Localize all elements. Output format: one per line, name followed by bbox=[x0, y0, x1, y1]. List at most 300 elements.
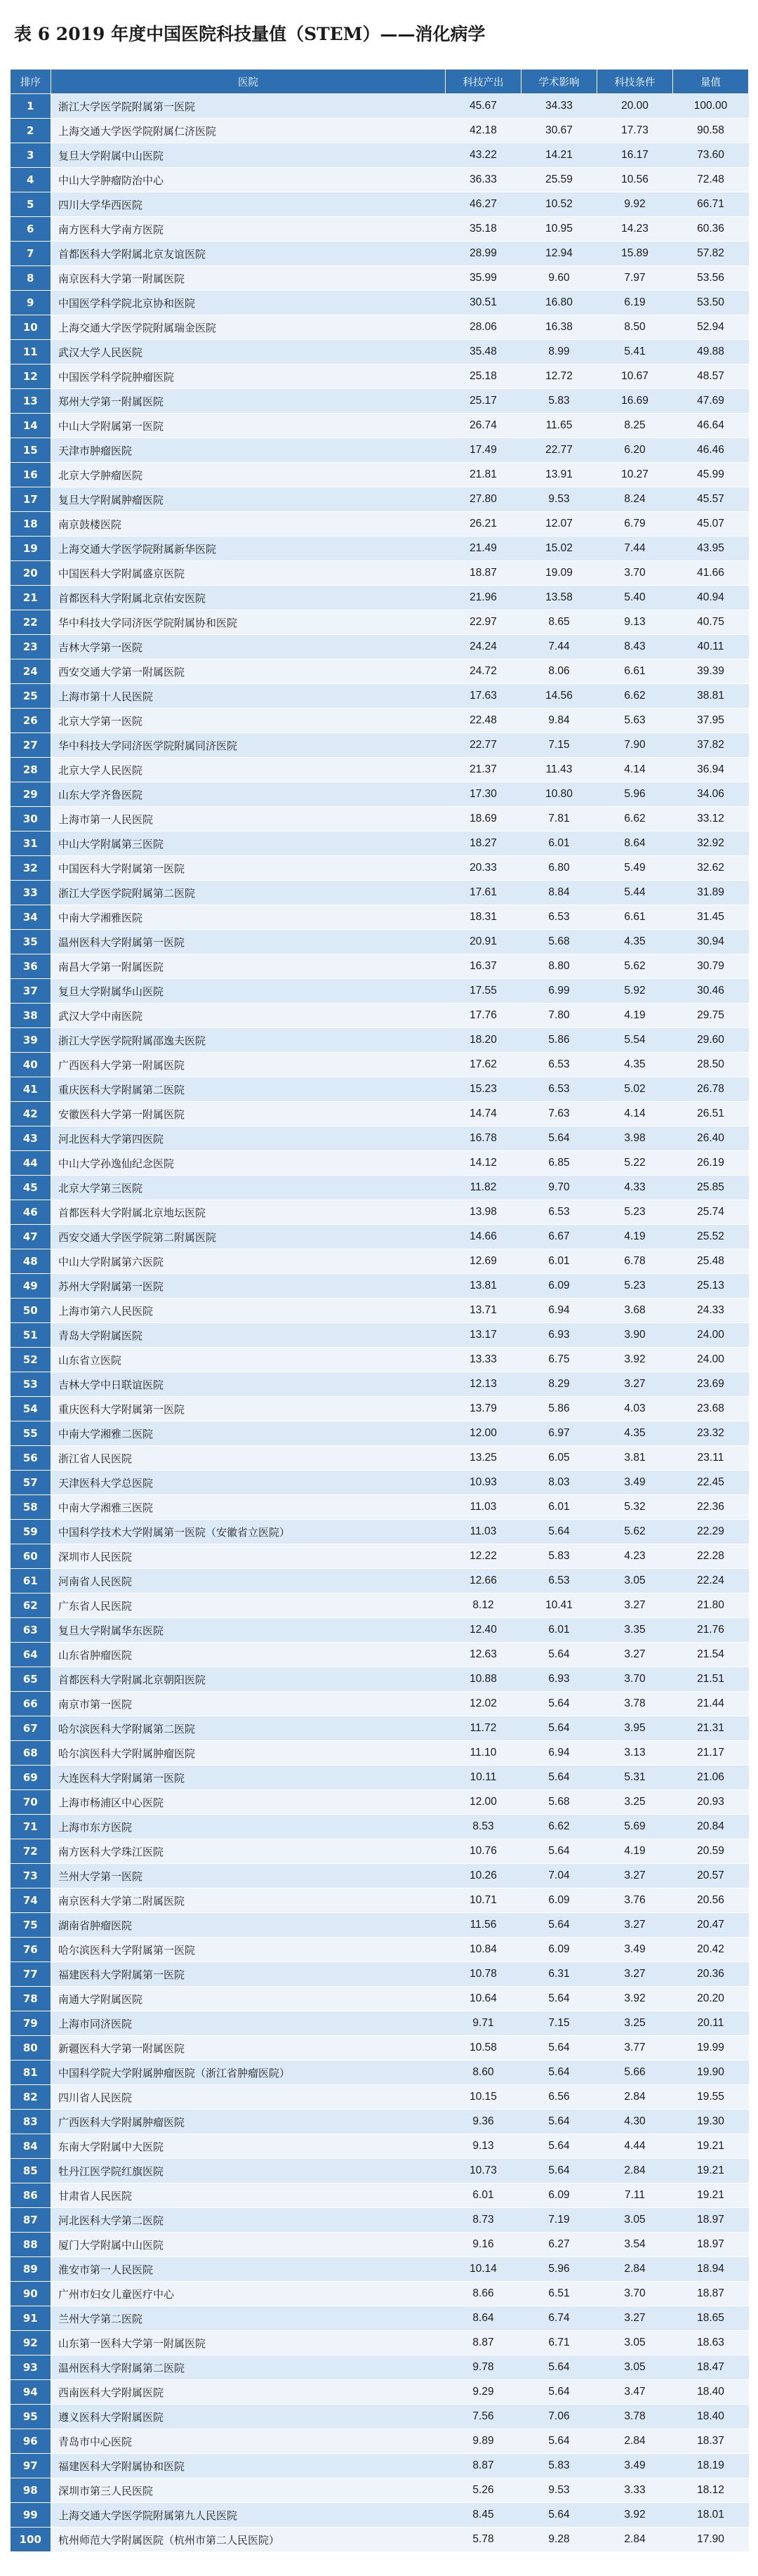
rank-cell: 52 bbox=[11, 1348, 51, 1372]
output-cell: 10.26 bbox=[446, 1864, 521, 1888]
rank-cell: 15 bbox=[11, 438, 51, 463]
table-row bbox=[11, 1667, 749, 1692]
academic-cell: 12.94 bbox=[521, 242, 597, 266]
output-cell: 13.81 bbox=[446, 1274, 521, 1299]
output-cell: 12.02 bbox=[446, 1692, 521, 1716]
rank-cell: 92 bbox=[11, 2331, 51, 2355]
academic-cell: 14.21 bbox=[521, 143, 597, 168]
conditions-cell: 4.35 bbox=[597, 1053, 673, 1077]
academic-cell: 5.64 bbox=[521, 1716, 597, 1741]
rank-cell: 64 bbox=[11, 1643, 51, 1667]
academic-cell: 7.80 bbox=[521, 1004, 597, 1028]
hospital-name-cell: 河南省人民医院 bbox=[51, 1569, 446, 1593]
table-row bbox=[11, 463, 749, 487]
rank-cell: 63 bbox=[11, 1618, 51, 1643]
output-cell: 14.66 bbox=[446, 1225, 521, 1249]
table-row bbox=[11, 709, 749, 733]
academic-cell: 9.60 bbox=[521, 266, 597, 291]
output-cell: 10.93 bbox=[446, 1471, 521, 1495]
output-cell: 26.21 bbox=[446, 512, 521, 537]
conditions-cell: 3.27 bbox=[597, 2306, 673, 2331]
conditions-cell: 9.13 bbox=[597, 610, 673, 635]
total-cell: 24.00 bbox=[673, 1323, 749, 1348]
conditions-cell: 7.44 bbox=[597, 537, 673, 561]
output-cell: 12.40 bbox=[446, 1618, 521, 1643]
academic-cell: 10.80 bbox=[521, 782, 597, 807]
table-row bbox=[11, 1962, 749, 1987]
table-row bbox=[11, 1790, 749, 1815]
conditions-cell: 3.25 bbox=[597, 2011, 673, 2036]
hospital-name-cell: 青岛市中心医院 bbox=[51, 2429, 446, 2454]
hospital-name-cell: 复旦大学附属华东医院 bbox=[51, 1618, 446, 1643]
rank-cell: 30 bbox=[11, 807, 51, 832]
hospital-name-cell: 哈尔滨医科大学附属第一医院 bbox=[51, 1938, 446, 1962]
total-cell: 39.39 bbox=[673, 659, 749, 684]
hospital-name-cell: 哈尔滨医科大学附属第二医院 bbox=[51, 1716, 446, 1741]
rank-cell: 20 bbox=[11, 561, 51, 586]
conditions-cell: 4.19 bbox=[597, 1839, 673, 1864]
academic-cell: 16.38 bbox=[521, 315, 597, 340]
hospital-name-cell: 华中科技大学同济医学院附属同济医院 bbox=[51, 733, 446, 758]
academic-cell: 6.75 bbox=[521, 1348, 597, 1372]
academic-cell: 5.86 bbox=[521, 1028, 597, 1053]
academic-cell: 34.33 bbox=[521, 94, 597, 119]
table-row bbox=[11, 2405, 749, 2429]
table-row bbox=[11, 2503, 749, 2528]
conditions-cell: 5.32 bbox=[597, 1495, 673, 1520]
total-cell: 26.19 bbox=[673, 1151, 749, 1176]
academic-cell: 5.64 bbox=[521, 1839, 597, 1864]
output-cell: 28.06 bbox=[446, 315, 521, 340]
table-row bbox=[11, 1569, 749, 1593]
rank-cell: 11 bbox=[11, 340, 51, 364]
table-row bbox=[11, 1077, 749, 1102]
rank-cell: 81 bbox=[11, 2061, 51, 2085]
rank-cell: 34 bbox=[11, 905, 51, 930]
hospital-name-cell: 西南医科大学附属医院 bbox=[51, 2380, 446, 2405]
table-row bbox=[11, 2110, 749, 2134]
total-cell: 46.64 bbox=[673, 414, 749, 438]
output-cell: 16.37 bbox=[446, 954, 521, 979]
output-cell: 17.62 bbox=[446, 1053, 521, 1077]
total-cell: 34.06 bbox=[673, 782, 749, 807]
table-row bbox=[11, 1299, 749, 1323]
rank-cell: 93 bbox=[11, 2355, 51, 2380]
rank-cell: 45 bbox=[11, 1176, 51, 1200]
rank-cell: 69 bbox=[11, 1766, 51, 1790]
conditions-cell: 3.81 bbox=[597, 1446, 673, 1471]
hospital-name-cell: 上海交通大学医学院附属第九人民医院 bbox=[51, 2503, 446, 2528]
conditions-cell: 20.00 bbox=[597, 94, 673, 119]
rank-cell: 72 bbox=[11, 1839, 51, 1864]
conditions-cell: 4.14 bbox=[597, 1102, 673, 1126]
academic-cell: 6.01 bbox=[521, 1249, 597, 1274]
output-cell: 11.72 bbox=[446, 1716, 521, 1741]
output-cell: 43.22 bbox=[446, 143, 521, 168]
hospital-name-cell: 上海市东方医院 bbox=[51, 1815, 446, 1839]
total-cell: 29.60 bbox=[673, 1028, 749, 1053]
total-cell: 23.11 bbox=[673, 1446, 749, 1471]
hospital-name-cell: 河北医科大学第二医院 bbox=[51, 2208, 446, 2233]
total-cell: 20.47 bbox=[673, 1913, 749, 1938]
hospital-name-cell: 中南大学湘雅三医院 bbox=[51, 1495, 446, 1520]
hospital-name-cell: 厦门大学附属中山医院 bbox=[51, 2233, 446, 2257]
academic-cell: 5.83 bbox=[521, 389, 597, 414]
output-cell: 11.56 bbox=[446, 1913, 521, 1938]
rank-cell: 24 bbox=[11, 659, 51, 684]
academic-cell: 6.53 bbox=[521, 1077, 597, 1102]
conditions-cell: 4.19 bbox=[597, 1004, 673, 1028]
total-cell: 43.95 bbox=[673, 537, 749, 561]
table-row bbox=[11, 487, 749, 512]
academic-cell: 16.80 bbox=[521, 291, 597, 315]
output-cell: 22.97 bbox=[446, 610, 521, 635]
output-cell: 7.56 bbox=[446, 2405, 521, 2429]
total-cell: 20.93 bbox=[673, 1790, 749, 1815]
output-cell: 5.78 bbox=[446, 2528, 521, 2552]
academic-cell: 8.03 bbox=[521, 1471, 597, 1495]
output-cell: 25.17 bbox=[446, 389, 521, 414]
output-cell: 12.00 bbox=[446, 1421, 521, 1446]
total-cell: 21.17 bbox=[673, 1741, 749, 1766]
conditions-cell: 3.13 bbox=[597, 1741, 673, 1766]
academic-cell: 5.64 bbox=[521, 2355, 597, 2380]
rank-cell: 51 bbox=[11, 1323, 51, 1348]
table-row bbox=[11, 930, 749, 954]
academic-cell: 7.04 bbox=[521, 1864, 597, 1888]
hospital-name-cell: 中山大学附属第六医院 bbox=[51, 1249, 446, 1274]
academic-cell: 12.07 bbox=[521, 512, 597, 537]
table-row bbox=[11, 364, 749, 389]
total-cell: 36.94 bbox=[673, 758, 749, 782]
output-cell: 8.87 bbox=[446, 2331, 521, 2355]
total-cell: 48.57 bbox=[673, 364, 749, 389]
conditions-cell: 3.05 bbox=[597, 1569, 673, 1593]
hospital-name-cell: 南京医科大学第一附属医院 bbox=[51, 266, 446, 291]
output-cell: 10.88 bbox=[446, 1667, 521, 1692]
academic-cell: 8.06 bbox=[521, 659, 597, 684]
output-cell: 21.81 bbox=[446, 463, 521, 487]
output-cell: 24.72 bbox=[446, 659, 521, 684]
rank-cell: 74 bbox=[11, 1888, 51, 1913]
output-cell: 6.01 bbox=[446, 2183, 521, 2208]
total-cell: 21.80 bbox=[673, 1593, 749, 1618]
rank-cell: 1 bbox=[11, 94, 51, 119]
table-row bbox=[11, 414, 749, 438]
rank-cell: 87 bbox=[11, 2208, 51, 2233]
table-row bbox=[11, 1053, 749, 1077]
output-cell: 20.91 bbox=[446, 930, 521, 954]
conditions-cell: 3.05 bbox=[597, 2355, 673, 2380]
header-academic: 学术影响 bbox=[521, 70, 597, 94]
total-cell: 17.90 bbox=[673, 2528, 749, 2552]
output-cell: 20.33 bbox=[446, 856, 521, 881]
conditions-cell: 3.27 bbox=[597, 1643, 673, 1667]
table-row bbox=[11, 1987, 749, 2011]
hospital-name-cell: 甘肃省人民医院 bbox=[51, 2183, 446, 2208]
table-row bbox=[11, 2282, 749, 2306]
academic-cell: 12.72 bbox=[521, 364, 597, 389]
conditions-cell: 3.25 bbox=[597, 1790, 673, 1815]
total-cell: 66.71 bbox=[673, 192, 749, 217]
conditions-cell: 3.35 bbox=[597, 1618, 673, 1643]
table-row bbox=[11, 389, 749, 414]
total-cell: 52.94 bbox=[673, 315, 749, 340]
output-cell: 10.11 bbox=[446, 1766, 521, 1790]
output-cell: 12.69 bbox=[446, 1249, 521, 1274]
table-row bbox=[11, 1102, 749, 1126]
table-row bbox=[11, 1618, 749, 1643]
academic-cell: 6.85 bbox=[521, 1151, 597, 1176]
conditions-cell: 3.33 bbox=[597, 2478, 673, 2503]
conditions-cell: 5.02 bbox=[597, 1077, 673, 1102]
hospital-name-cell: 深圳市第三人民医院 bbox=[51, 2478, 446, 2503]
output-cell: 13.71 bbox=[446, 1299, 521, 1323]
rank-cell: 96 bbox=[11, 2429, 51, 2454]
table-row bbox=[11, 1766, 749, 1790]
total-cell: 19.21 bbox=[673, 2134, 749, 2159]
output-cell: 12.22 bbox=[446, 1544, 521, 1569]
conditions-cell: 3.70 bbox=[597, 2282, 673, 2306]
table-row bbox=[11, 2454, 749, 2478]
academic-cell: 11.43 bbox=[521, 758, 597, 782]
academic-cell: 9.70 bbox=[521, 1176, 597, 1200]
academic-cell: 6.53 bbox=[521, 1200, 597, 1225]
conditions-cell: 2.84 bbox=[597, 2085, 673, 2110]
table-row bbox=[11, 1741, 749, 1766]
hospital-name-cell: 山东省肿瘤医院 bbox=[51, 1643, 446, 1667]
hospital-name-cell: 天津市肿瘤医院 bbox=[51, 438, 446, 463]
hospital-name-cell: 复旦大学附属华山医院 bbox=[51, 979, 446, 1004]
total-cell: 18.97 bbox=[673, 2208, 749, 2233]
output-cell: 22.48 bbox=[446, 709, 521, 733]
academic-cell: 5.64 bbox=[521, 2134, 597, 2159]
total-cell: 26.51 bbox=[673, 1102, 749, 1126]
academic-cell: 13.58 bbox=[521, 586, 597, 610]
conditions-cell: 5.40 bbox=[597, 586, 673, 610]
academic-cell: 6.93 bbox=[521, 1323, 597, 1348]
hospital-name-cell: 遵义医科大学附属医院 bbox=[51, 2405, 446, 2429]
output-cell: 10.84 bbox=[446, 1938, 521, 1962]
table-row bbox=[11, 807, 749, 832]
academic-cell: 5.64 bbox=[521, 1913, 597, 1938]
academic-cell: 6.01 bbox=[521, 1495, 597, 1520]
rank-cell: 61 bbox=[11, 1569, 51, 1593]
rank-cell: 54 bbox=[11, 1397, 51, 1421]
conditions-cell: 2.84 bbox=[597, 2257, 673, 2282]
hospital-name-cell: 东南大学附属中大医院 bbox=[51, 2134, 446, 2159]
output-cell: 13.98 bbox=[446, 1200, 521, 1225]
academic-cell: 7.63 bbox=[521, 1102, 597, 1126]
academic-cell: 6.09 bbox=[521, 1938, 597, 1962]
rank-cell: 85 bbox=[11, 2159, 51, 2183]
total-cell: 73.60 bbox=[673, 143, 749, 168]
table-row bbox=[11, 2036, 749, 2061]
total-cell: 53.56 bbox=[673, 266, 749, 291]
hospital-name-cell: 四川大学华西医院 bbox=[51, 192, 446, 217]
hospital-name-cell: 大连医科大学附属第一医院 bbox=[51, 1766, 446, 1790]
academic-cell: 8.29 bbox=[521, 1372, 597, 1397]
table-row bbox=[11, 832, 749, 856]
rank-cell: 38 bbox=[11, 1004, 51, 1028]
rank-cell: 58 bbox=[11, 1495, 51, 1520]
table-row bbox=[11, 340, 749, 364]
output-cell: 13.17 bbox=[446, 1323, 521, 1348]
hospital-name-cell: 温州医科大学附属第二医院 bbox=[51, 2355, 446, 2380]
hospital-name-cell: 浙江省人民医院 bbox=[51, 1446, 446, 1471]
conditions-cell: 14.23 bbox=[597, 217, 673, 242]
table-row bbox=[11, 782, 749, 807]
table-row bbox=[11, 2183, 749, 2208]
output-cell: 9.78 bbox=[446, 2355, 521, 2380]
conditions-cell: 3.27 bbox=[597, 1372, 673, 1397]
table-row bbox=[11, 1151, 749, 1176]
hospital-name-cell: 中山大学附属第一医院 bbox=[51, 414, 446, 438]
academic-cell: 9.53 bbox=[521, 487, 597, 512]
table-row bbox=[11, 561, 749, 586]
output-cell: 18.27 bbox=[446, 832, 521, 856]
rank-cell: 77 bbox=[11, 1962, 51, 1987]
total-cell: 45.07 bbox=[673, 512, 749, 537]
rank-cell: 47 bbox=[11, 1225, 51, 1249]
rank-cell: 99 bbox=[11, 2503, 51, 2528]
output-cell: 18.31 bbox=[446, 905, 521, 930]
conditions-cell: 3.78 bbox=[597, 2405, 673, 2429]
output-cell: 21.37 bbox=[446, 758, 521, 782]
table-row bbox=[11, 954, 749, 979]
academic-cell: 5.96 bbox=[521, 2257, 597, 2282]
total-cell: 37.82 bbox=[673, 733, 749, 758]
academic-cell: 5.64 bbox=[521, 1766, 597, 1790]
rank-cell: 5 bbox=[11, 192, 51, 217]
hospital-name-cell: 广州市妇女儿童医疗中心 bbox=[51, 2282, 446, 2306]
hospital-name-cell: 北京大学肿瘤医院 bbox=[51, 463, 446, 487]
hospital-name-cell: 中国医科大学附属盛京医院 bbox=[51, 561, 446, 586]
output-cell: 8.45 bbox=[446, 2503, 521, 2528]
hospital-name-cell: 武汉大学中南医院 bbox=[51, 1004, 446, 1028]
academic-cell: 6.99 bbox=[521, 979, 597, 1004]
output-cell: 11.03 bbox=[446, 1495, 521, 1520]
academic-cell: 7.81 bbox=[521, 807, 597, 832]
table-row bbox=[11, 291, 749, 315]
conditions-cell: 2.84 bbox=[597, 2429, 673, 2454]
table-row bbox=[11, 94, 749, 119]
table-row bbox=[11, 1323, 749, 1348]
total-cell: 18.65 bbox=[673, 2306, 749, 2331]
output-cell: 17.49 bbox=[446, 438, 521, 463]
rank-cell: 44 bbox=[11, 1151, 51, 1176]
rank-cell: 53 bbox=[11, 1372, 51, 1397]
table-row bbox=[11, 1815, 749, 1839]
rank-cell: 32 bbox=[11, 856, 51, 881]
table-row bbox=[11, 2478, 749, 2503]
hospital-name-cell: 南昌大学第一附属医院 bbox=[51, 954, 446, 979]
output-cell: 27.80 bbox=[446, 487, 521, 512]
rank-cell: 41 bbox=[11, 1077, 51, 1102]
output-cell: 10.58 bbox=[446, 2036, 521, 2061]
output-cell: 28.99 bbox=[446, 242, 521, 266]
rank-cell: 70 bbox=[11, 1790, 51, 1815]
academic-cell: 11.65 bbox=[521, 414, 597, 438]
conditions-cell: 6.62 bbox=[597, 684, 673, 709]
hospital-name-cell: 中南大学湘雅医院 bbox=[51, 905, 446, 930]
total-cell: 19.99 bbox=[673, 2036, 749, 2061]
academic-cell: 22.77 bbox=[521, 438, 597, 463]
total-cell: 18.63 bbox=[673, 2331, 749, 2355]
rank-cell: 76 bbox=[11, 1938, 51, 1962]
academic-cell: 5.64 bbox=[521, 2380, 597, 2405]
conditions-cell: 4.03 bbox=[597, 1397, 673, 1421]
total-cell: 22.45 bbox=[673, 1471, 749, 1495]
table-row bbox=[11, 1864, 749, 1888]
conditions-cell: 3.78 bbox=[597, 1692, 673, 1716]
output-cell: 17.30 bbox=[446, 782, 521, 807]
rank-cell: 29 bbox=[11, 782, 51, 807]
conditions-cell: 2.84 bbox=[597, 2159, 673, 2183]
total-cell: 30.79 bbox=[673, 954, 749, 979]
output-cell: 21.49 bbox=[446, 537, 521, 561]
rank-cell: 27 bbox=[11, 733, 51, 758]
table-row bbox=[11, 2257, 749, 2282]
total-cell: 41.66 bbox=[673, 561, 749, 586]
rank-cell: 19 bbox=[11, 537, 51, 561]
rank-cell: 67 bbox=[11, 1716, 51, 1741]
hospital-name-cell: 中山大学孙逸仙纪念医院 bbox=[51, 1151, 446, 1176]
conditions-cell: 7.97 bbox=[597, 266, 673, 291]
table-row bbox=[11, 1716, 749, 1741]
academic-cell: 6.94 bbox=[521, 1741, 597, 1766]
hospital-name-cell: 中国科学院大学附属肿瘤医院（浙江省肿瘤医院） bbox=[51, 2061, 446, 2085]
output-cell: 30.51 bbox=[446, 291, 521, 315]
conditions-cell: 3.76 bbox=[597, 1888, 673, 1913]
table-row bbox=[11, 1888, 749, 1913]
academic-cell: 5.83 bbox=[521, 1544, 597, 1569]
table-row bbox=[11, 1126, 749, 1151]
total-cell: 18.37 bbox=[673, 2429, 749, 2454]
table-row bbox=[11, 315, 749, 340]
table-row bbox=[11, 1004, 749, 1028]
total-cell: 18.94 bbox=[673, 2257, 749, 2282]
academic-cell: 14.56 bbox=[521, 684, 597, 709]
conditions-cell: 3.05 bbox=[597, 2208, 673, 2233]
total-cell: 30.46 bbox=[673, 979, 749, 1004]
academic-cell: 6.53 bbox=[521, 1569, 597, 1593]
table-row bbox=[11, 1913, 749, 1938]
total-cell: 31.89 bbox=[673, 881, 749, 905]
conditions-cell: 3.98 bbox=[597, 1126, 673, 1151]
table-row bbox=[11, 610, 749, 635]
conditions-cell: 5.49 bbox=[597, 856, 673, 881]
total-cell: 21.06 bbox=[673, 1766, 749, 1790]
hospital-name-cell: 首都医科大学附属北京地坛医院 bbox=[51, 1200, 446, 1225]
conditions-cell: 8.50 bbox=[597, 315, 673, 340]
total-cell: 29.75 bbox=[673, 1004, 749, 1028]
rank-cell: 17 bbox=[11, 487, 51, 512]
output-cell: 18.69 bbox=[446, 807, 521, 832]
total-cell: 28.50 bbox=[673, 1053, 749, 1077]
academic-cell: 10.41 bbox=[521, 1593, 597, 1618]
output-cell: 35.18 bbox=[446, 217, 521, 242]
rank-cell: 13 bbox=[11, 389, 51, 414]
rank-cell: 57 bbox=[11, 1471, 51, 1495]
conditions-cell: 8.43 bbox=[597, 635, 673, 659]
academic-cell: 6.56 bbox=[521, 2085, 597, 2110]
academic-cell: 5.64 bbox=[521, 1643, 597, 1667]
rank-cell: 40 bbox=[11, 1053, 51, 1077]
rank-cell: 83 bbox=[11, 2110, 51, 2134]
output-cell: 10.76 bbox=[446, 1839, 521, 1864]
table-row bbox=[11, 537, 749, 561]
